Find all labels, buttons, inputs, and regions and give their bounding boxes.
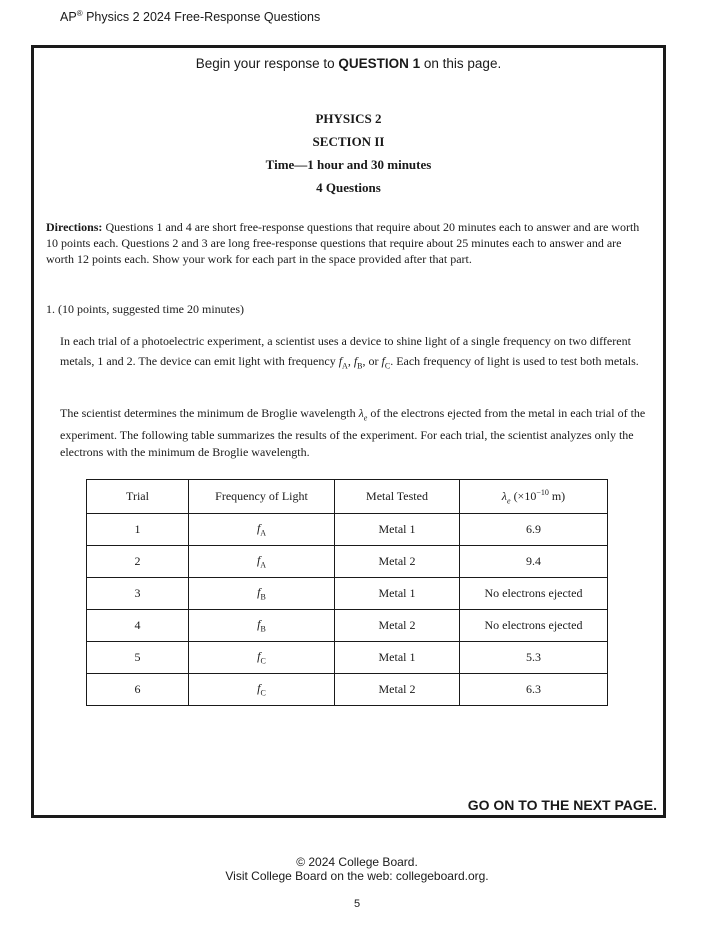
metal-cell: Metal 2 <box>335 674 460 706</box>
website-notice: Visit College Board on the web: collegeboard.org. <box>225 869 489 883</box>
frequency-cell: $f_A$ <box>189 546 335 578</box>
trial-cell: 2 <box>87 546 189 578</box>
page-footer <box>0 855 714 883</box>
table-header-row <box>87 480 608 514</box>
wavelength-cell: No electrons ejected <box>460 610 608 642</box>
col-frequency-header: Frequency of Light <box>189 480 335 514</box>
table-row <box>87 546 608 578</box>
begin-response-instruction: Begin your response to QUESTION 1 on this page. <box>195 56 502 71</box>
frequency-cell: $f_B$ <box>189 578 335 610</box>
col-metal-header: Metal Tested <box>335 480 460 514</box>
response-frame <box>31 45 666 818</box>
question-table-paragraph: The scientist determines the minimum de Broglie wavelength $\lambda_e$ of the electrons ejected from the metal in each trial of the experiment. The following table summarizes the results of the experiment. For each trial, the scientist analyzes only the electrons with the minimum de Broglie wavelength. <box>60 406 646 460</box>
table-row <box>87 514 608 546</box>
wavelength-cell: 6.3 <box>460 674 608 706</box>
copyright-notice: © 2024 College Board. <box>296 855 418 869</box>
frequency-cell: $f_C$ <box>189 642 335 674</box>
col-trial-header: Trial <box>87 480 189 514</box>
frequency-cell: $f_A$ <box>189 514 335 546</box>
trial-cell: 4 <box>87 610 189 642</box>
trial-cell: 1 <box>87 514 189 546</box>
section-question-count: 4 Questions <box>316 180 381 195</box>
metal-cell: Metal 1 <box>335 514 460 546</box>
page-number: 5 <box>353 898 361 910</box>
section-number: SECTION II <box>312 134 385 149</box>
col-wavelength-header: $\lambda_e$ ($\times 10^{-10}$ m) <box>460 480 608 514</box>
table-row <box>87 578 608 610</box>
directions: Directions: Questions 1 and 4 are short free-response questions that require about 20 minutes each to answer and are worth 10 points each. Questions 2 and 3 are long free-response questions that require about 25 minutes each to answer and are worth 12 points each. Show your work for each part in the space provided after that part. <box>46 220 640 266</box>
registered-mark: ® <box>76 9 83 18</box>
section-heading <box>34 107 663 199</box>
wavelength-cell: 5.3 <box>460 642 608 674</box>
metal-cell: Metal 2 <box>335 546 460 578</box>
trial-cell: 5 <box>87 642 189 674</box>
running-header: AP® Physics 2 2024 Free-Response Questions <box>60 9 321 25</box>
trial-cell: 3 <box>87 578 189 610</box>
metal-cell: Metal 1 <box>335 642 460 674</box>
question-heading: 1. (10 points, suggested time 20 minutes) <box>46 302 244 316</box>
metal-cell: Metal 1 <box>335 578 460 610</box>
wavelength-cell: 6.9 <box>460 514 608 546</box>
trial-cell: 6 <box>87 674 189 706</box>
metal-cell: Metal 2 <box>335 610 460 642</box>
table-row <box>87 642 608 674</box>
wavelength-cell: 9.4 <box>460 546 608 578</box>
question-intro-paragraph: In each trial of a photoelectric experiment, a scientist uses a device to shine light of a single frequency on two different metals, 1 and 2. The device can emit light with frequency $f_A$, $f_B$, or $f_C$. Each frequency of light is used to test both metals. <box>60 334 639 371</box>
results-table <box>86 479 608 706</box>
table-row <box>87 674 608 706</box>
frequency-cell: $f_B$ <box>189 610 335 642</box>
go-on-next-page-notice: GO ON TO THE NEXT PAGE. <box>467 797 657 813</box>
section-subject: PHYSICS 2 <box>315 111 382 126</box>
section-time: Time—1 hour and 30 minutes <box>265 157 432 172</box>
frequency-cell: $f_C$ <box>189 674 335 706</box>
table-row <box>87 610 608 642</box>
wavelength-cell: No electrons ejected <box>460 578 608 610</box>
